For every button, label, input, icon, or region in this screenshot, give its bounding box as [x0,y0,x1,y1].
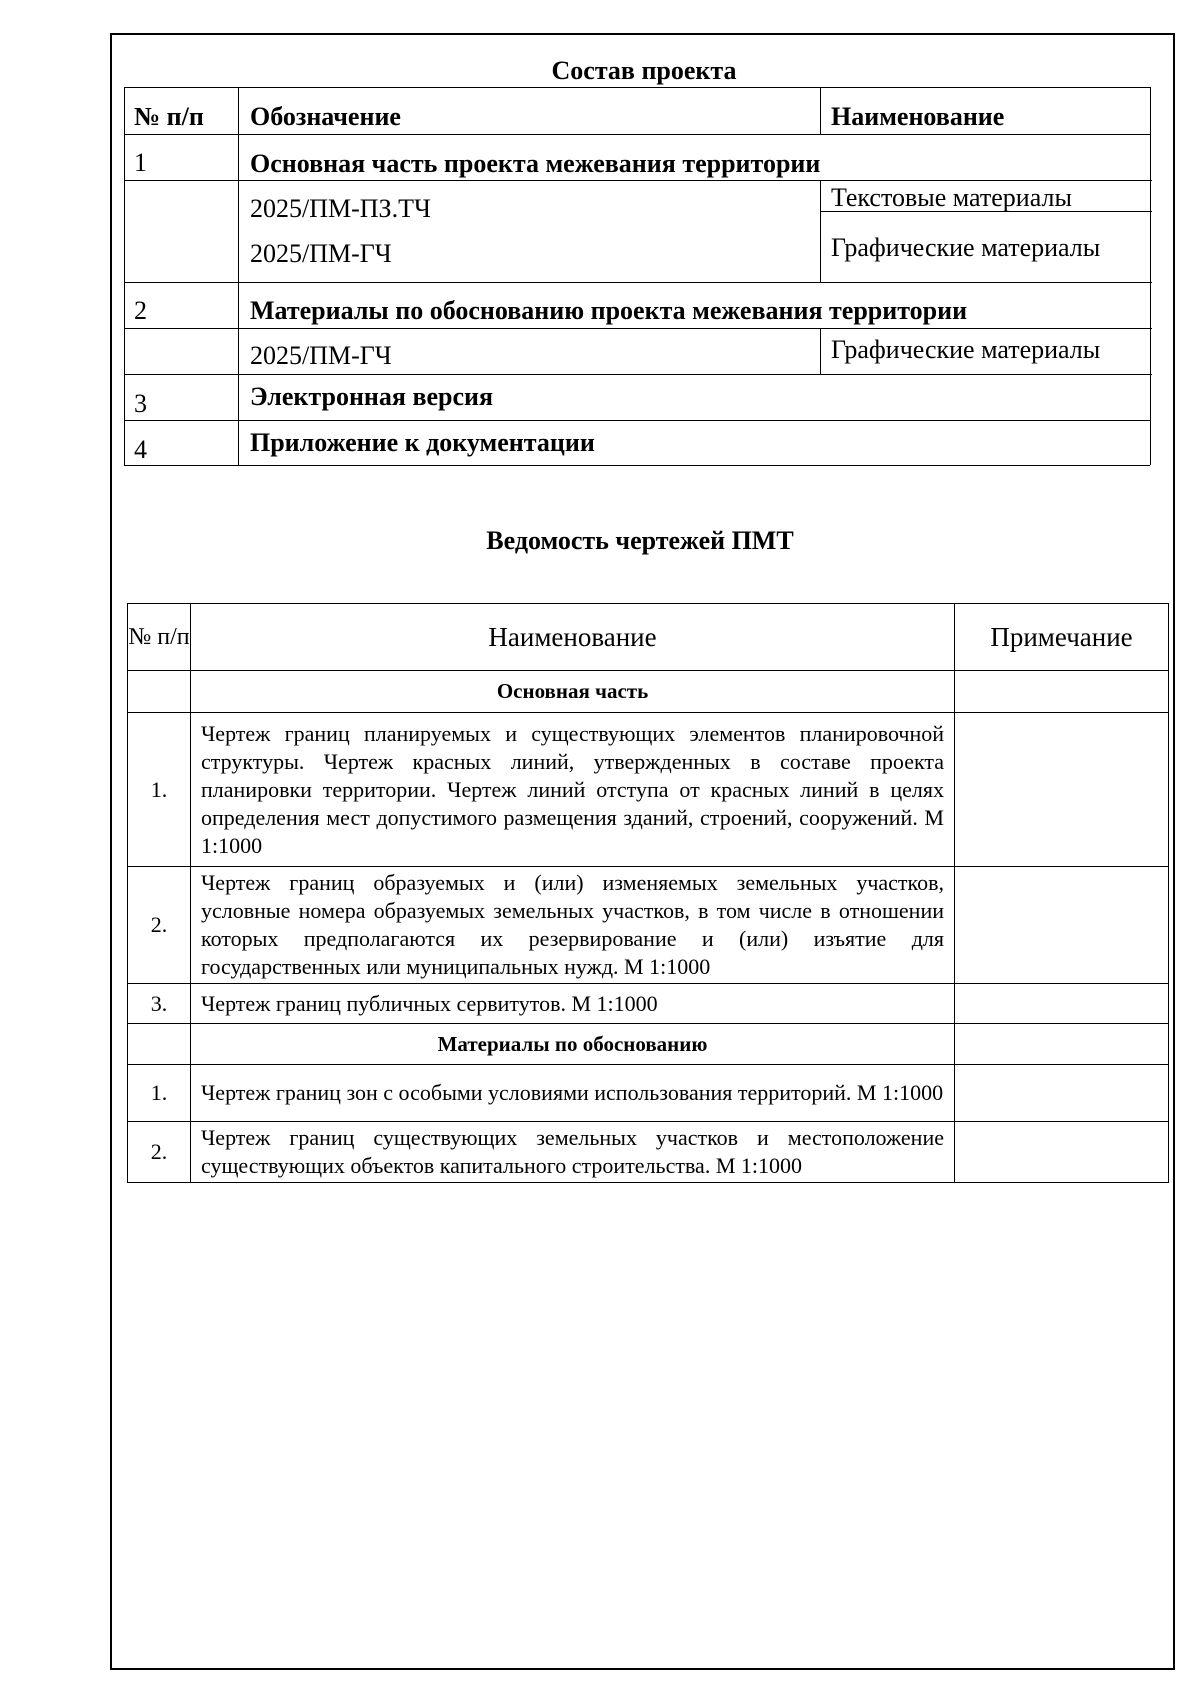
drawings-table [127,603,1169,1183]
item-code: 2025/ПМ-ПЗ.ТЧ [250,194,431,223]
section-title: Основная часть [191,671,955,713]
row-text: Чертеж границ образуемых и (или) изменяемых земельных участков, условные номера образуемых земельных участков, в том числе в отношении которых предполагаются их резервирование и (или) изъятие для государственных или муниципальных нужд. М 1:1000 [191,867,955,984]
section-row [128,1024,1169,1065]
table-row [128,1122,1169,1183]
row-note [955,984,1169,1024]
header-num: № п/п [134,102,204,131]
table-row [128,1065,1169,1122]
table-row [128,984,1169,1024]
header-num: № п/п [128,604,191,671]
row-note [955,1122,1169,1183]
section-4-title: Приложение к документации [250,428,595,457]
drawings-title: Ведомость чертежей ПМТ [486,526,794,555]
header-name: Наименование [191,604,955,671]
section-3-num: 3 [134,389,147,418]
section-2-num: 2 [134,296,147,325]
section-3-title: Электронная версия [250,382,494,411]
item-name: Графические материалы [831,335,1101,364]
row-note [955,867,1169,984]
row-text: Чертеж границ публичных сервитутов. М 1:1000 [191,984,955,1024]
row-text: Чертеж границ зон с особыми условиями использования территорий. М 1:1000 [191,1065,955,1122]
header-name: Наименование [831,102,1005,131]
row-num: 2. [128,867,191,984]
composition-title: Состав проекта [551,56,737,85]
row-num: 1. [128,1065,191,1122]
section-row [128,671,1169,713]
item-name: Текстовые материалы [831,183,1072,212]
row-num: 1. [128,713,191,867]
row-num: 3. [128,984,191,1024]
section-1-num: 1 [134,148,147,177]
section-4-num: 4 [134,435,147,464]
header-designation: Обозначение [250,102,401,131]
row-text: Чертеж границ планируемых и существующих элементов планировочной структуры. Чертеж красных линий, утвержденных в составе проекта планировки территории. Чертеж линий отступа от красных линий в целях определения мест допустимого размещения зданий, строений, сооружений. М 1:1000 [191,713,955,867]
item-code: 2025/ПМ-ГЧ [250,239,392,268]
section-title: Материалы по обоснованию [191,1024,955,1065]
row-num: 2. [128,1122,191,1183]
table-row [128,713,1169,867]
item-name: Графические материалы [831,233,1101,262]
table-row [128,867,1169,984]
header-note: Примечание [955,604,1169,671]
row-note [955,713,1169,867]
table-header-row [128,604,1169,671]
item-code: 2025/ПМ-ГЧ [250,341,392,370]
section-2-title: Материалы по обоснованию проекта межевания территории [250,296,968,325]
row-note [955,1065,1169,1122]
row-text: Чертеж границ существующих земельных участков и местоположение существующих объектов капитального строительства. М 1:1000 [191,1122,955,1183]
section-1-title: Основная часть проекта межевания территории [250,149,821,178]
